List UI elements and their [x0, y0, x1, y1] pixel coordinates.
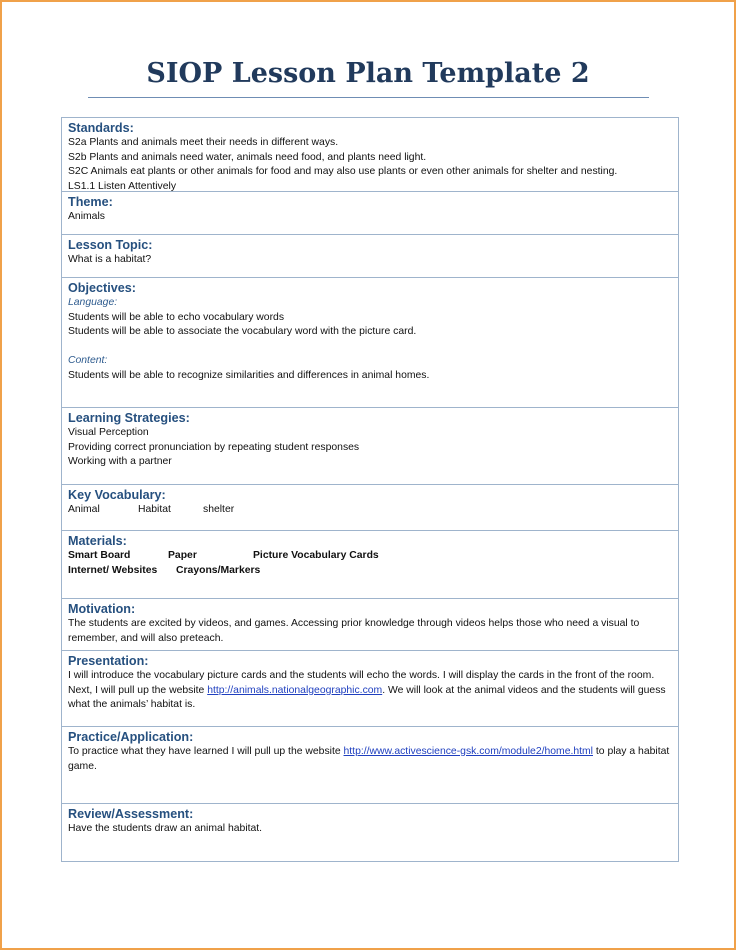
strategy-item: Working with a partner [68, 456, 172, 468]
lesson-topic-heading: Lesson Topic: [68, 238, 153, 252]
materials-heading: Materials: [68, 534, 127, 548]
title-underline [88, 97, 649, 98]
content-objective: Students will be able to recognize similarities and differences in animal homes. [68, 369, 430, 381]
key-vocabulary-section [62, 485, 678, 531]
vocabulary-word: Animal [68, 504, 100, 515]
language-objective: Students will be able to echo vocabulary words [68, 311, 285, 323]
vocabulary-word: shelter [203, 504, 235, 515]
review-text: Have the students draw an animal habitat. [68, 823, 263, 834]
materials-row [68, 549, 672, 564]
presentation-text [68, 669, 672, 713]
practice-text-start: To practice what they have learned I will pull up the website [68, 746, 344, 757]
material-item: Crayons/Markers [176, 564, 261, 576]
language-objective: Students will be able to associate the vocabulary word with the picture card. [68, 326, 417, 338]
standards-heading: Standards: [68, 121, 134, 135]
theme-text: Animals [68, 211, 105, 222]
materials-row [68, 564, 672, 579]
standards-line: S2b Plants and animals need water, animals need food, and plants need light. [68, 151, 427, 163]
standards-section [62, 118, 678, 192]
page-title: SIOP Lesson Plan Template 2 [146, 58, 590, 89]
lesson-topic-section [62, 235, 678, 278]
theme-section [62, 192, 678, 235]
review-assessment-heading: Review/Assessment: [68, 807, 194, 821]
objectives-heading: Objectives: [68, 281, 136, 295]
vocabulary-row [68, 503, 672, 518]
presentation-text-start: I will introduce the vocabulary picture cards and the students will echo the words. I will display the cards in the front of the room. Next, I will pull up the website [68, 670, 655, 696]
learning-strategies-heading: Learning Strategies: [68, 411, 190, 425]
content-label: Content: [68, 355, 108, 367]
strategy-item: Providing correct pronunciation by repeating student responses [68, 441, 360, 453]
vocabulary-word: Habitat [138, 504, 171, 515]
presentation-heading: Presentation: [68, 654, 149, 668]
practice-text-end: to play a habitat game. [68, 746, 670, 772]
motivation-section [62, 599, 678, 651]
motivation-heading: Motivation: [68, 602, 136, 616]
motivation-text: The students are excited by videos, and games. Accessing prior knowledge through videos helps those who need a visual to remember, and will also preteach. [68, 618, 640, 644]
material-item: Paper [168, 550, 197, 561]
standards-line: S2C Animals eat plants or other animals for food and may also use plants or even other animals for shelter and nesting. [68, 166, 618, 178]
standards-line: LS1.1 Listen Attentively [68, 180, 177, 192]
lesson-topic-text: What is a habitat? [68, 254, 152, 265]
learning-strategies-section [62, 408, 678, 485]
practice-application-heading: Practice/Application: [68, 730, 194, 744]
material-item: Internet/ Websites [68, 564, 158, 576]
strategy-item: Visual Perception [68, 427, 149, 438]
key-vocabulary-heading: Key Vocabulary: [68, 488, 166, 502]
presentation-section [62, 651, 678, 727]
presentation-text-end: . We will look at the animal videos and the students will guess what the animals’ habitat is. [68, 684, 666, 711]
national-geographic-link[interactable]: http://animals.nationalgeographic.com [207, 684, 383, 696]
spacer [68, 340, 672, 355]
material-item: Picture Vocabulary Cards [253, 550, 379, 561]
lesson-plan-table [61, 117, 679, 862]
practice-application-section [62, 727, 678, 804]
standards-line: S2a Plants and animals meet their needs in different ways. [68, 137, 339, 148]
material-item: Smart Board [68, 550, 131, 561]
activescience-link[interactable]: http://www.activescience-gsk.com/module2/home.html [343, 746, 593, 757]
review-assessment-section [62, 804, 678, 861]
language-label: Language: [68, 297, 118, 308]
objectives-section [62, 278, 678, 408]
practice-text [68, 745, 672, 774]
theme-heading: Theme: [68, 195, 113, 209]
materials-section [62, 531, 678, 599]
